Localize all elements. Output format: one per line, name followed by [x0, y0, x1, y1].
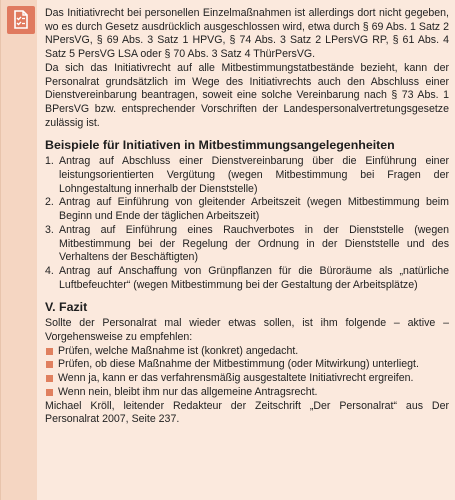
list-item: [45, 386, 449, 400]
square-bullet-icon: [46, 361, 53, 368]
list-item: [45, 155, 449, 196]
fazit-heading: V. Fazit: [45, 300, 88, 315]
square-bullet-icon: [46, 348, 53, 355]
square-bullet-icon: [46, 389, 53, 396]
author-credit: Michael Kröll, leitender Redakteur der Zeitschrift „Der Personalrat“ aus Der Personalrat 2007, Seite 237.: [45, 399, 449, 426]
item-text: Antrag auf Einführung von gleitender Arbeitszeit (wegen Mitbestimmung beim Beginn und Ende der täglichen Arbeitszeit): [59, 196, 449, 223]
bullet-text: Prüfen, ob diese Maßnahme der Mitbestimmung (oder Mitwirkung) unterliegt.: [58, 358, 419, 371]
sidebar-strip: [1, 0, 37, 500]
bullet-text: Wenn nein, bleibt ihm nur das allgemeine Antragsrecht.: [58, 385, 318, 398]
item-text: Antrag auf Abschluss einer Dienstvereinbarung über die Einführung einer leistungsorientierten Vergütung (wegen Mitbestimmung bei Fragen der Lohngestaltung innerhalb der Dienststelle): [59, 155, 449, 195]
item-number: 2.: [45, 196, 54, 209]
item-number: 3.: [45, 223, 54, 236]
bullet-text: Prüfen, welche Maßnahme ist (konkret) angedacht.: [58, 344, 299, 357]
document-body: [45, 7, 449, 427]
list-item: [45, 224, 449, 265]
item-number: 4.: [45, 264, 54, 277]
item-number: 1.: [45, 155, 54, 168]
intro-paragraph-2: Da sich das Initiativrecht auf alle Mitbestimmungstatbestände bezieht, kann der Personalrat grundsätzlich im Wege des Initiativrechts auch den Abschluss einer Dienstvereinbarung beantragen, soweit eine solche Vereinbarung nach § 73 Abs. 1 BPersVG bzw. entsprechender Vorschriften der Landespersonalvertretungsgesetze zulässig ist.: [45, 61, 449, 129]
list-item: [45, 196, 449, 223]
fazit-bullet-list: [45, 345, 449, 400]
fazit-intro: Sollte der Personalrat mal wieder etwas sollen, ist ihm folgende – aktive – Vorgehensweise zu empfehlen:: [45, 317, 449, 344]
item-text: Antrag auf Anschaffung von Grünpflanzen für die Büroräume als „natürliche Luftbefeuchter“ (wegen Mitbestimmung bei der Gestaltung der Arbeitsplätze): [59, 264, 449, 291]
document-checklist-icon: [7, 6, 35, 34]
intro-paragraph-1: Das Initiativrecht bei personellen Einzelmaßnahmen ist allerdings dort nicht gegeben, wo es durch Gesetz ausdrücklich ausgeschlossen wird, etwa durch § 69 Abs. 1 Satz 2 NPersVG, § 69 Abs. 3 Satz 1 HPVG, § 74 Abs. 3 Satz 2 LPersVG RP, § 61 Abs. 4 Satz 5 PersVG LSA oder § 70 Abs. 3 Satz 4 ThürPersVG.: [45, 7, 449, 61]
list-item: [45, 345, 449, 359]
bullet-text: Wenn ja, kann er das verfahrensmäßig ausgestaltete Initiativrecht ergreifen.: [58, 372, 414, 385]
list-item: [45, 265, 449, 292]
list-item: [45, 358, 449, 372]
list-item: [45, 372, 449, 386]
square-bullet-icon: [46, 375, 53, 382]
examples-list: [45, 155, 449, 292]
item-text: Antrag auf Einführung eines Rauchverbotes in der Dienststelle (wegen Mitbestimmung bei der Regelung der Ordnung in der Dienststelle und des Verhaltens der Beschäftigten): [59, 223, 449, 264]
examples-heading: Beispiele für Initiativen in Mitbestimmungsangelegenheiten: [45, 138, 395, 153]
